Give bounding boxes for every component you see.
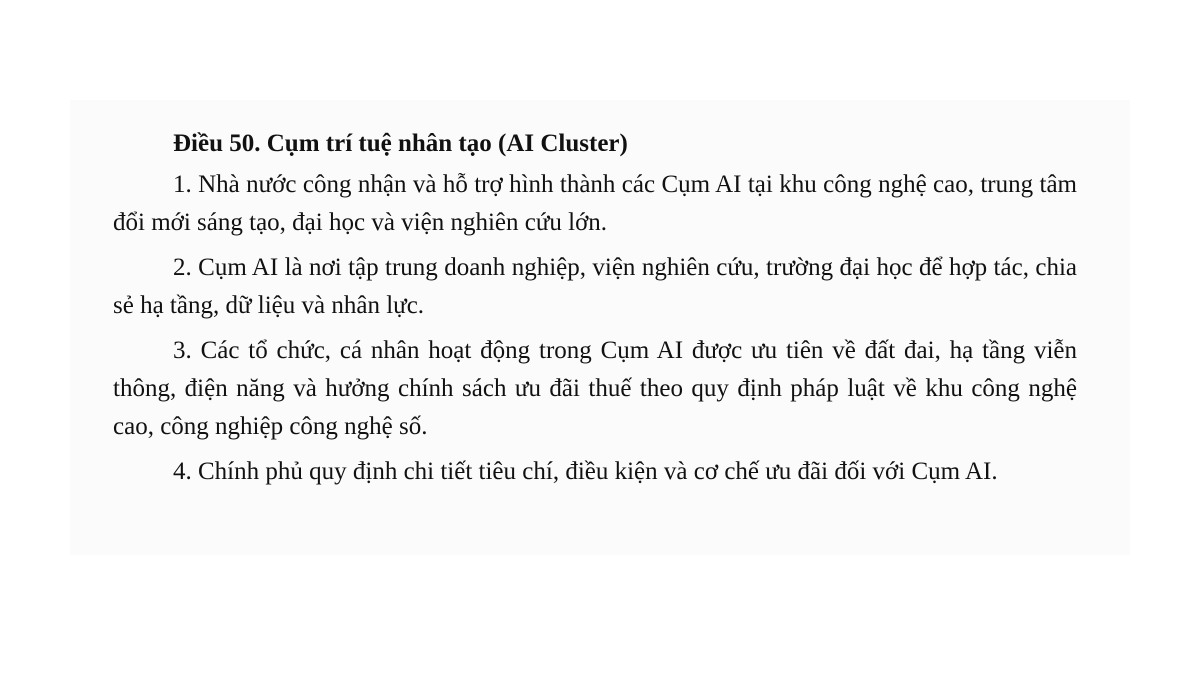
article-title: Điều 50. Cụm trí tuệ nhân tạo (AI Cluster) [173, 130, 628, 157]
clause-2: 2. Cụm AI là nơi tập trung doanh nghiệp, viện nghiên cứu, trường đại học để hợp tác, chia sẻ hạ tầng, dữ liệu và nhân lực. [113, 254, 1077, 319]
article [113, 122, 1077, 491]
clause-1: 1. Nhà nước công nhận và hỗ trợ hình thành các Cụm AI tại khu công nghệ cao, trung tâm đổi mới sáng tạo, đại học và viện nghiên cứu lớn. [113, 171, 1077, 236]
clause-3: 3. Các tổ chức, cá nhân hoạt động trong Cụm AI được ưu tiên về đất đai, hạ tầng viễn thông, điện năng và hưởng chính sách ưu đãi thuế theo quy định pháp luật về khu công nghệ cao, công nghiệp công nghệ số. [113, 337, 1077, 440]
clause-4: 4. Chính phủ quy định chi tiết tiêu chí, điều kiện và cơ chế ưu đãi đối với Cụm AI. [173, 458, 998, 485]
